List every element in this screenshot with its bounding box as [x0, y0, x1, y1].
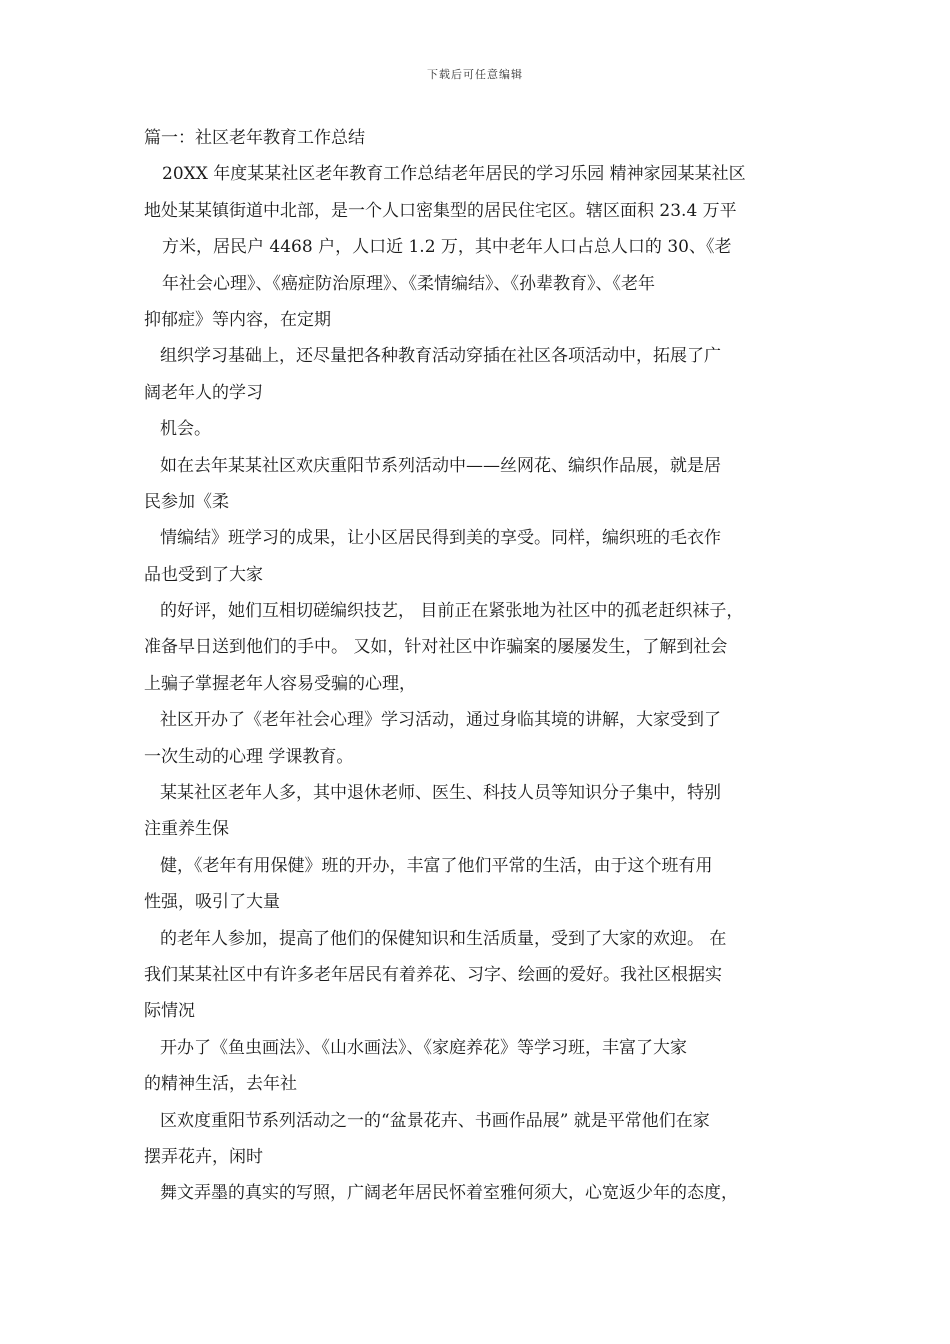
text-line: 摆弄花卉，闲时	[144, 1146, 263, 1167]
text-line: 际情况	[144, 1001, 195, 1022]
text-line: 的老年人参加，提高了他们的保健知识和生活质量，受到了大家的欢迎。 在	[160, 928, 727, 949]
text-line: 品也受到了大家	[144, 564, 263, 585]
text-line: 性强，吸引了大量	[144, 892, 280, 913]
text-line: 民参加《柔	[144, 491, 229, 512]
text-line: 上骗子掌握老年人容易受骗的心理，	[144, 673, 416, 694]
text-line: 方米，居民户 4468 户，人口近 1.2 万，其中老年人口占总人口的 30、《老	[162, 237, 732, 258]
text-line: 某某社区老年人多，其中退休老师、医生、科技人员等知识分子集中，特别	[160, 783, 721, 804]
page-header-note: 下载后可任意编辑	[427, 68, 523, 81]
text-line: 开办了《鱼虫画法》、《山水画法》、《家庭养花》等学习班，丰富了大家	[160, 1037, 687, 1058]
text-line: 舞文弄墨的真实的写照，广阔老年居民怀着室雅何须大，心宽返少年的态度，	[160, 1183, 738, 1204]
text-line: 准备早日送到他们的手中。 又如，针对社区中诈骗案的屡屡发生，了解到社会	[144, 637, 728, 658]
text-line: 20XX 年度某某社区老年教育工作总结老年居民的学习乐园 精神家园某某社区	[162, 164, 746, 185]
text-line: 的精神生活，去年社	[144, 1074, 297, 1095]
text-line: 一次生动的心理 学课教育。	[144, 746, 354, 767]
text-line: 地处某某镇街道中北部，是一个人口密集型的居民住宅区。辖区面积 23.4 万平	[144, 200, 737, 221]
text-line: 情编结》班学习的成果，让小区居民得到美的享受。同样，编织班的毛衣作	[160, 528, 721, 549]
text-line: 我们某某社区中有许多老年居民有着养花、习字、绘画的爱好。我社区根据实	[144, 964, 722, 985]
text-line: 注重养生保	[144, 819, 229, 840]
text-line: 组织学习基础上，还尽量把各种教育活动穿插在社区各项活动中，拓展了广	[160, 346, 721, 367]
text-line: 如在去年某某社区欢庆重阳节系列活动中——丝网花、编织作品展，就是居	[160, 455, 721, 476]
text-line: 区欢度重阳节系列活动之一的“盆景花卉、书画作品展” 就是平常他们在家	[160, 1110, 710, 1131]
text-line: 健，《老年有用保健》班的开办，丰富了他们平常的生活，由于这个班有用	[160, 855, 713, 876]
document-title: 篇一：社区老年教育工作总结	[144, 128, 365, 148]
text-line: 的好评，她们互相切磋编织技艺， 目前正在紧张地为社区中的孤老赶织袜子，	[160, 601, 744, 622]
document-body	[144, 120, 824, 1212]
text-line: 机会。	[160, 419, 211, 440]
text-line: 社区开办了《老年社会心理》学习活动，通过身临其境的讲解，大家受到了	[160, 710, 721, 731]
text-line: 年社会心理》、《癌症防治原理》、《柔情编结》、《孙辈教育》、《老年	[162, 273, 655, 294]
text-line: 阔老年人的学习	[144, 382, 263, 403]
text-line: 抑郁症》等内容，在定期	[144, 309, 331, 330]
